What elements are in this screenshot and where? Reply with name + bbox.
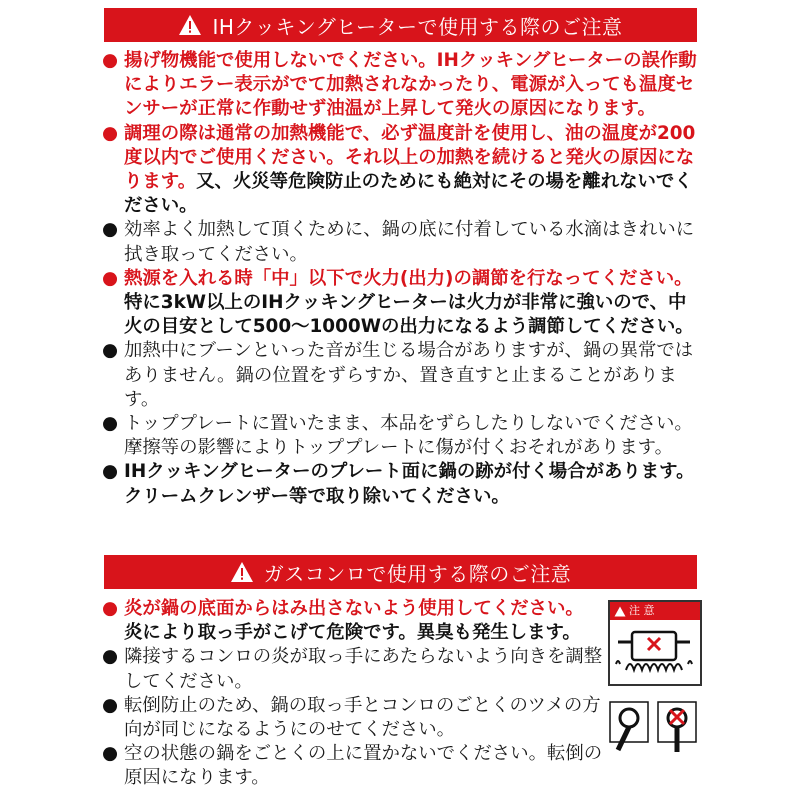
note-item: ● 効率よく加熱して頂くために、鍋の底に付着している水滴はきれいに拭き取ってください。	[102, 219, 695, 265]
caution-label: 注 意	[610, 602, 700, 620]
warning-triangle-icon	[614, 606, 626, 617]
bullet-icon: ●	[102, 646, 119, 668]
caution-illustrations	[608, 600, 708, 758]
warning-triangle-icon	[230, 561, 254, 583]
ih-notes-list	[102, 49, 702, 509]
note-item: ● IHクッキングヒーターのプレート面に鍋の跡が付く場合があります。クリームクレンザー等で取り除いてください。	[102, 461, 695, 507]
bullet-icon: ●	[102, 50, 119, 71]
bullet-icon: ●	[102, 219, 119, 241]
bullet-icon: ●	[102, 694, 119, 716]
note-item: ● 揚げ物機能で使用しないでください。IHクッキングヒーターの誤作動によりエラー表示がでて加熱されなかったり、電源が入っても温度センサーが正常に作動せず油温が上昇して発火の原因になります。	[102, 50, 697, 120]
warning-triangle-icon	[178, 14, 202, 36]
handle-orientation-figure	[608, 698, 700, 758]
bullet-icon: ●	[102, 413, 119, 435]
gas-section-banner	[104, 555, 697, 589]
pot-flame-icon	[610, 620, 700, 682]
caution-flame-figure	[608, 600, 702, 686]
bullet-icon: ●	[102, 122, 119, 144]
note-item: ● 炎が鍋の底面からはみ出さないよう使用してください。 炎により取っ手がこげて危険です。異臭も発生します。	[102, 598, 584, 644]
note-item: ● 熱源を入れる時「中」以下で火力(出力)の調節を行なってください。特に3kW以上のIHクッキングヒーターは火力が非常に強いので、中火の目安として500～1000Wの出力になるよう調節してください。	[102, 267, 694, 338]
bullet-icon: ●	[102, 598, 119, 619]
burner-grate-icon	[608, 698, 700, 758]
note-item: ● 隣接するコンロの炎が取っ手にあたらないよう向きを調整してください。	[102, 646, 603, 692]
bullet-icon: ●	[102, 340, 119, 362]
note-item: ● 調理の際は通常の加熱機能で、必ず温度計を使用し、油の温度が200度以内でご使用ください。それ以上の加熱を続けると発火の原因になります。又、火災等危険防止のためにも絶対にその場を離れないでください。	[102, 122, 696, 217]
gas-notes-list	[102, 597, 607, 791]
note-item: ● 加熱中にブーンといった音が生じる場合がありますが、鍋の異常ではありません。鍋の位置をずらすか、置き直すと止まることがあります。	[102, 340, 694, 410]
gas-section-title: ガスコンロで使用する際のご注意	[263, 561, 572, 586]
note-item: ● トッププレートに置いたまま、本品をずらしたりしないでください。摩擦等の影響によりトッププレートに傷が付くおそれがあります。	[102, 413, 693, 459]
bullet-icon: ●	[102, 461, 119, 483]
note-item: ● 転倒防止のため、鍋の取っ手とコンロのごとくのツメの方向が同じになるようにのせてください。	[102, 694, 601, 741]
bullet-icon: ●	[102, 267, 119, 289]
note-item: ● 空の状態の鍋をごとくの上に置かないでください。転倒の原因になります。	[102, 743, 603, 789]
ih-section-banner	[104, 8, 697, 42]
bullet-icon: ●	[102, 743, 119, 765]
ih-section-title: IHクッキングヒーターで使用する際のご注意	[212, 14, 623, 39]
